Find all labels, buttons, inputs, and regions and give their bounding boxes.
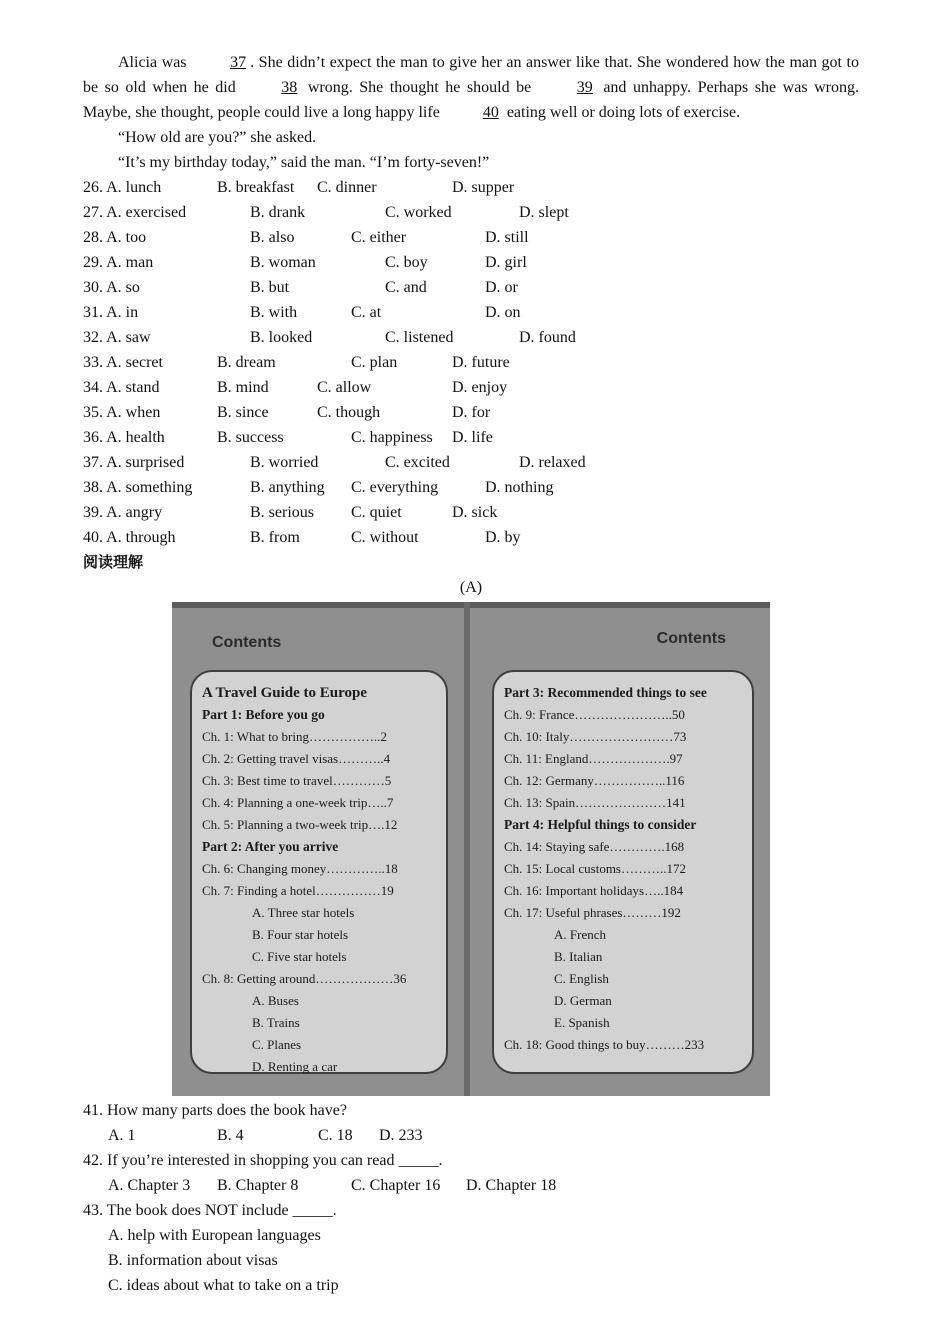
answer-choice: D. 233 [379, 1127, 423, 1144]
contents-chapter: Ch. 17: Useful phrases………192 [504, 905, 681, 920]
answer-choice: C. ideas about what to take on a trip [108, 1277, 339, 1294]
contents-subitem: A. French [554, 927, 606, 942]
option-choice: D. nothing [485, 479, 554, 496]
contents-subitem: A. Buses [252, 993, 299, 1008]
option-choice: B. breakfast [217, 179, 295, 196]
option-choice: 37. A. surprised [83, 454, 185, 471]
contents-chapter: Ch. 8: Getting around………………36 [202, 971, 407, 986]
option-choice: 27. A. exercised [83, 204, 187, 221]
option-choice: 32. A. saw [83, 329, 151, 346]
option-row [83, 500, 859, 525]
contents-part-heading: Part 3: Recommended things to see [504, 685, 707, 700]
contents-subitem: B. Trains [252, 1015, 300, 1030]
option-choice: B. dream [217, 354, 276, 371]
answer-row [83, 1273, 859, 1298]
contents-chapter: Ch. 18: Good things to buy………233 [504, 1037, 705, 1052]
answer-choice: A. 1 [108, 1127, 136, 1144]
option-row [83, 275, 859, 300]
option-choice: D. life [452, 429, 493, 446]
option-choice: D. for [452, 404, 491, 421]
contents-chapter: Ch. 5: Planning a two-week trip….12 [202, 817, 398, 832]
option-row [83, 250, 859, 275]
option-choice: B. woman [250, 254, 316, 271]
option-row [83, 200, 859, 225]
option-choice: D. by [485, 529, 521, 546]
option-choice: 34. A. stand [83, 379, 160, 396]
answer-row [83, 1223, 859, 1248]
option-choice: B. drank [250, 204, 306, 221]
option-choice: C. boy [385, 254, 428, 271]
option-choice: 36. A. health [83, 429, 165, 446]
answer-choice: A. help with European languages [108, 1227, 321, 1244]
contents-box-right [492, 670, 754, 1074]
passage-text: Alicia was [118, 54, 192, 71]
passage-text: and unhappy. Perhaps she was wrong. Maybe, she thought, people could live a long happy life [83, 79, 859, 121]
passage-text: wrong. She thought he should be [301, 79, 538, 96]
answer-choice: D. Chapter 18 [466, 1177, 557, 1194]
contents-chapter: Ch. 15: Local customs………..172 [504, 861, 686, 876]
option-choice: 35. A. when [83, 404, 161, 421]
option-choice: 40. A. through [83, 529, 176, 546]
option-choice: C. happiness [351, 429, 433, 446]
blank-39: 39 [576, 79, 593, 96]
option-row [83, 525, 859, 550]
option-row [83, 350, 859, 375]
contents-part-heading: Part 4: Helpful things to consider [504, 817, 697, 832]
option-row [83, 375, 859, 400]
contents-subitem: C. Planes [252, 1037, 302, 1052]
book-spine [464, 602, 470, 1096]
contents-header-left: Contents [212, 634, 282, 651]
contents-subitem: D. Renting a car [252, 1059, 338, 1074]
reading-section-title: 阅读理解 [83, 553, 144, 571]
contents-part-heading: Part 2: After you arrive [202, 839, 339, 854]
question-stem: 42. If you’re interested in shopping you can read _____. [83, 1152, 443, 1169]
option-choice: B. looked [250, 329, 313, 346]
blank-38: 38 [281, 79, 298, 96]
cloze-options [83, 175, 859, 550]
option-choice: B. since [217, 404, 269, 421]
contents-chapter: Ch. 11: England……………….97 [504, 751, 683, 766]
option-choice: D. found [519, 329, 576, 346]
answer-row [83, 1123, 859, 1148]
option-choice: C. though [317, 404, 381, 421]
option-choice: B. anything [250, 479, 325, 496]
option-choice: B. also [250, 229, 295, 246]
passage-paragraph-2: “How old are you?” she asked. [118, 129, 317, 146]
answer-choice: B. information about visas [108, 1252, 278, 1269]
option-choice: D. on [485, 304, 521, 321]
photo-edge [172, 602, 770, 608]
option-choice: 28. A. too [83, 229, 147, 246]
contents-box-left [190, 670, 448, 1074]
answer-row [83, 1173, 859, 1198]
option-choice: B. from [250, 529, 300, 546]
option-row [83, 400, 859, 425]
contents-subitem: E. Spanish [554, 1015, 610, 1030]
option-choice: 31. A. in [83, 304, 139, 321]
passage-paragraph-3: “It’s my birthday today,” said the man. “I’m forty-seven!” [118, 154, 490, 171]
option-choice: C. dinner [317, 179, 377, 196]
answer-choice: B. 4 [217, 1127, 244, 1144]
option-choice: C. everything [351, 479, 439, 496]
contents-subitem: B. Four star hotels [252, 927, 349, 942]
answer-choice: C. 18 [318, 1127, 353, 1144]
contents-chapter: Ch. 2: Getting travel visas………..4 [202, 751, 391, 766]
option-choice: C. without [351, 529, 419, 546]
option-choice: C. allow [317, 379, 372, 396]
option-choice: C. and [385, 279, 427, 296]
section-label: (A) [459, 579, 483, 596]
contents-chapter: Ch. 9: France…………………..50 [504, 707, 685, 722]
option-choice: 38. A. something [83, 479, 193, 496]
option-choice: C. listened [385, 329, 454, 346]
answer-choice: A. Chapter 3 [108, 1177, 191, 1194]
contents-chapter: Ch. 7: Finding a hotel……………19 [202, 883, 394, 898]
contents-subitem: B. Italian [554, 949, 603, 964]
option-choice: B. with [250, 304, 298, 321]
answer-row [83, 1248, 859, 1273]
option-choice: 26. A. lunch [83, 179, 162, 196]
option-row [83, 475, 859, 500]
option-choice: D. still [485, 229, 529, 246]
contents-photo [172, 602, 770, 1096]
question-stem: 43. The book does NOT include _____. [83, 1202, 337, 1219]
option-choice: C. at [351, 304, 382, 321]
option-choice: D. enjoy [452, 379, 508, 396]
option-choice: D. or [485, 279, 518, 296]
option-choice: 29. A. man [83, 254, 154, 271]
contents-chapter: Ch. 16: Important holidays…..184 [504, 883, 684, 898]
contents-chapter: Ch. 13: Spain…………………141 [504, 795, 686, 810]
contents-subitem: C. Five star hotels [252, 949, 347, 964]
option-choice: C. quiet [351, 504, 402, 521]
option-choice: D. sick [452, 504, 498, 521]
option-choice: B. mind [217, 379, 269, 396]
option-choice: B. worried [250, 454, 319, 471]
option-choice: 30. A. so [83, 279, 140, 296]
contents-book-title: A Travel Guide to Europe [202, 685, 368, 701]
contents-chapter: Ch. 3: Best time to travel…………5 [202, 773, 392, 788]
option-choice: C. plan [351, 354, 398, 371]
contents-chapter: Ch. 10: Italy……………………73 [504, 729, 687, 744]
option-row [83, 450, 859, 475]
contents-part-heading: Part 1: Before you go [202, 707, 325, 722]
option-choice: B. but [250, 279, 290, 296]
option-choice: C. worked [385, 204, 452, 221]
questions [83, 1098, 859, 1298]
option-row [83, 175, 859, 200]
option-choice: B. success [217, 429, 284, 446]
option-row [83, 425, 859, 450]
passage-text: . She didn’t expect the man to give her an answer like that. She wondered how the man got to be so old when he did [83, 54, 860, 96]
contents-subitem: D. German [554, 993, 612, 1008]
option-choice: D. relaxed [519, 454, 586, 471]
blank-37: 37 [230, 54, 247, 71]
option-row [83, 225, 859, 250]
question-stem: 41. How many parts does the book have? [83, 1102, 347, 1119]
contents-chapter: Ch. 12: Germany……………..116 [504, 773, 685, 788]
contents-header-right: Contents [656, 630, 726, 647]
option-choice: C. excited [385, 454, 450, 471]
passage-paragraph-1 [83, 50, 859, 125]
answer-choice: C. Chapter 16 [351, 1177, 441, 1194]
option-row [83, 300, 859, 325]
contents-chapter: Ch. 14: Staying safe………….168 [504, 839, 685, 854]
option-choice: D. supper [452, 179, 515, 196]
passage-text: eating well or doing lots of exercise. [502, 104, 741, 121]
option-choice: C. either [351, 229, 407, 246]
option-choice: D. slept [519, 204, 569, 221]
contents-subitem: C. English [554, 971, 609, 986]
blank-40: 40 [482, 104, 499, 121]
option-choice: D. girl [485, 254, 527, 271]
option-choice: B. serious [250, 504, 314, 521]
answer-choice: B. Chapter 8 [217, 1177, 299, 1194]
option-choice: 39. A. angry [83, 504, 163, 521]
contents-subitem: A. Three star hotels [252, 905, 355, 920]
contents-chapter: Ch. 6: Changing money…………..18 [202, 861, 398, 876]
option-choice: 33. A. secret [83, 354, 163, 371]
contents-chapter: Ch. 4: Planning a one-week trip…..7 [202, 795, 394, 810]
option-choice: D. future [452, 354, 510, 371]
document-page [83, 50, 859, 1298]
contents-chapter: Ch. 1: What to bring……………..2 [202, 729, 388, 744]
option-row [83, 325, 859, 350]
